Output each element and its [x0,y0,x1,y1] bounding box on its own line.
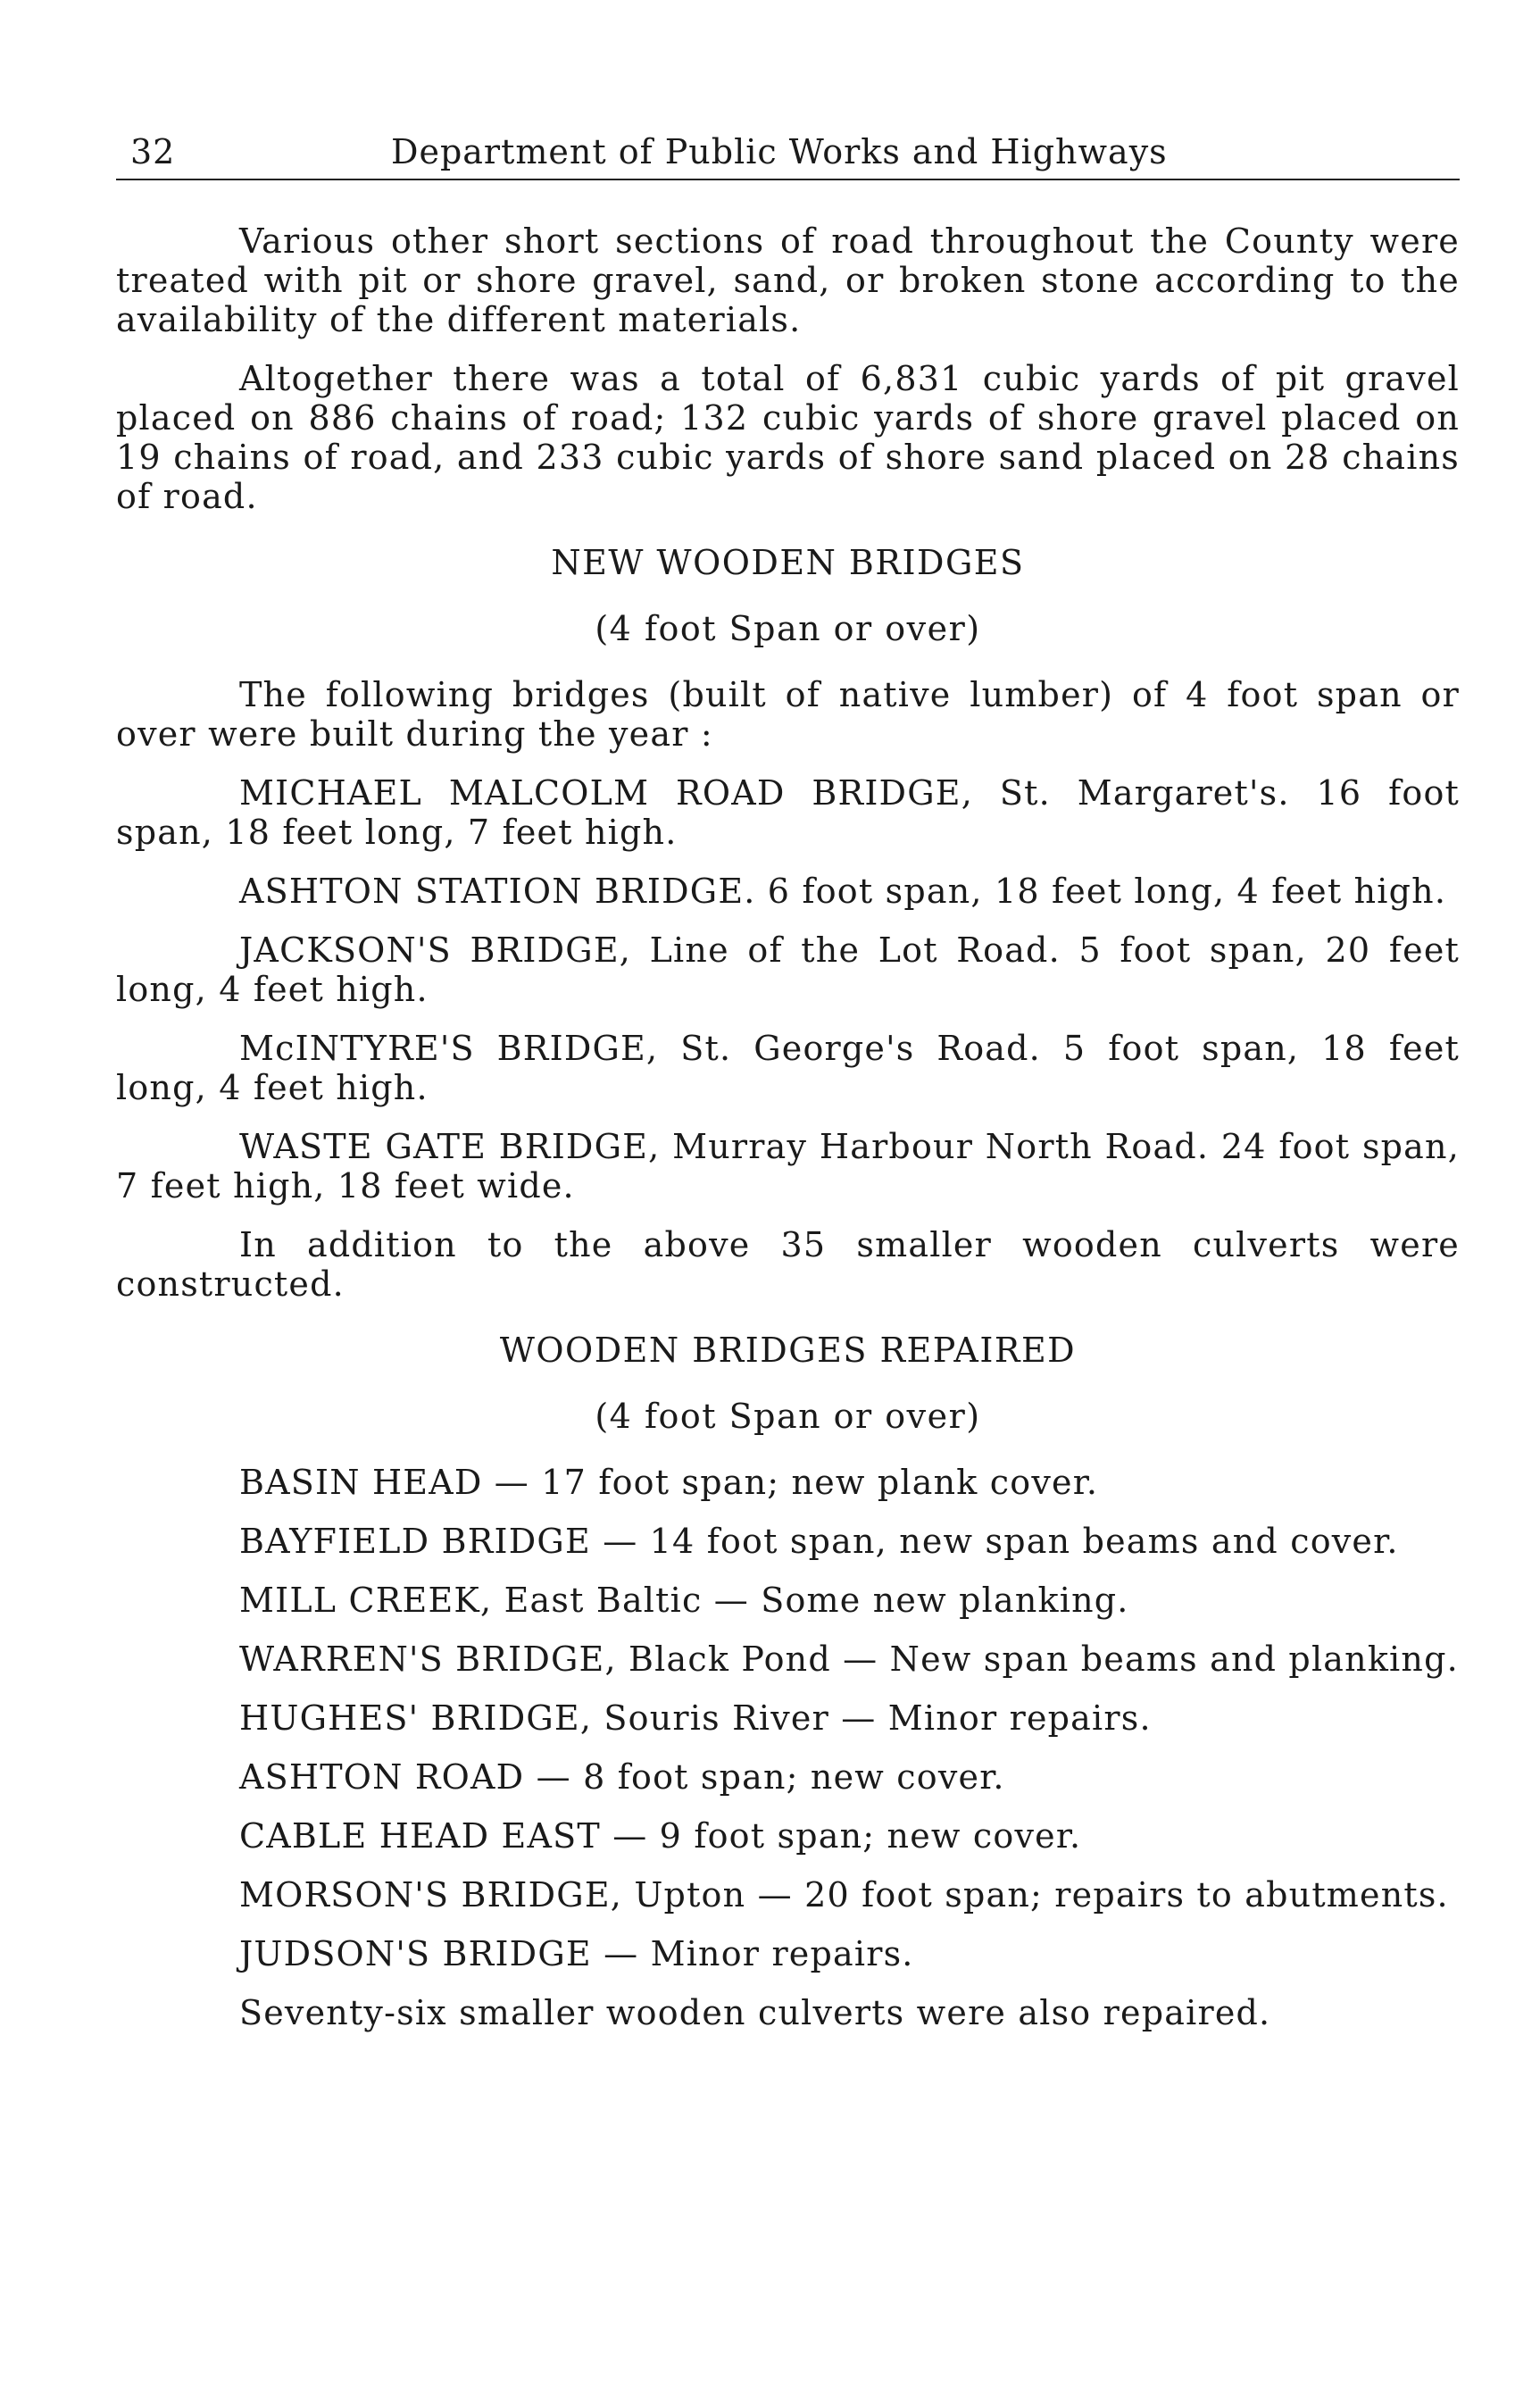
page-number: 32 [130,132,176,171]
repair-closing-line: Seventy-six smaller wooden culverts were also repaired. [239,1993,1271,2032]
repair-entry: JUDSON'S BRIDGE — Minor repairs. [239,1934,914,1973]
document-page [116,125,1460,2052]
repair-entry: HUGHES' BRIDGE, Souris River — Minor repairs. [239,1698,1152,1738]
bridge-entry: WASTE GATE BRIDGE, Murray Harbour North Road. 24 foot span, 7 feet high, 18 feet wide. [116,1127,1460,1206]
bridge-entry: MICHAEL MALCOLM ROAD BRIDGE, St. Margaret's. 16 foot span, 18 feet long, 7 feet high. [116,773,1460,852]
repair-entry: ASHTON ROAD — 8 foot span; new cover. [239,1757,1005,1797]
repair-entry: MORSON'S BRIDGE, Upton — 20 foot span; repairs to abutments. [239,1875,1449,1915]
repair-entry: BASIN HEAD — 17 foot span; new plank cover. [239,1463,1099,1502]
bridge-entry: ASHTON STATION BRIDGE. 6 foot span, 18 feet long, 4 feet high. [239,872,1447,911]
bridge-entry: McINTYRE'S BRIDGE, St. George's Road. 5 foot span, 18 feet long, 4 feet high. [116,1029,1460,1107]
section-heading-new-bridges: NEW WOODEN BRIDGES [551,543,1025,582]
running-title: Department of Public Works and Highways [391,132,1168,171]
paragraph-culverts-constructed: In addition to the above 35 smaller wooden culverts were constructed. [116,1225,1460,1304]
paragraph-gravel-totals: Altogether there was a total of 6,831 cubic yards of pit gravel placed on 886 chains of road; 132 cubic yards of shore gravel placed on 19 chains of road, and 233 cubic yards of shore sand placed on 28 chains of road. [116,359,1460,516]
bridge-entry: JACKSON'S BRIDGE, Line of the Lot Road. 5 foot span, 20 feet long, 4 feet high. [116,930,1460,1009]
section-subheading-repaired-bridges: (4 foot Span or over) [595,1397,981,1436]
repair-entry: BAYFIELD BRIDGE — 14 foot span, new span beams and cover. [239,1522,1399,1561]
section-subheading-new-bridges: (4 foot Span or over) [595,609,981,648]
repair-entry: CABLE HEAD EAST — 9 foot span; new cover. [239,1816,1082,1856]
repair-entry: WARREN'S BRIDGE, Black Pond — New span beams and planking. [239,1639,1459,1679]
section-heading-repaired-bridges: WOODEN BRIDGES REPAIRED [499,1331,1077,1370]
paragraph-road-sections: Various other short sections of road throughout the County were treated with pit or shore gravel, sand, or broken stone according to the availability of the different materials. [116,221,1460,339]
body-text [116,221,1460,2032]
page-header [116,125,1460,180]
paragraph-new-bridges-intro: The following bridges (built of native lumber) of 4 foot span or over were built during the year : [116,675,1460,754]
repair-entry: MILL CREEK, East Baltic — Some new planking. [239,1581,1129,1620]
